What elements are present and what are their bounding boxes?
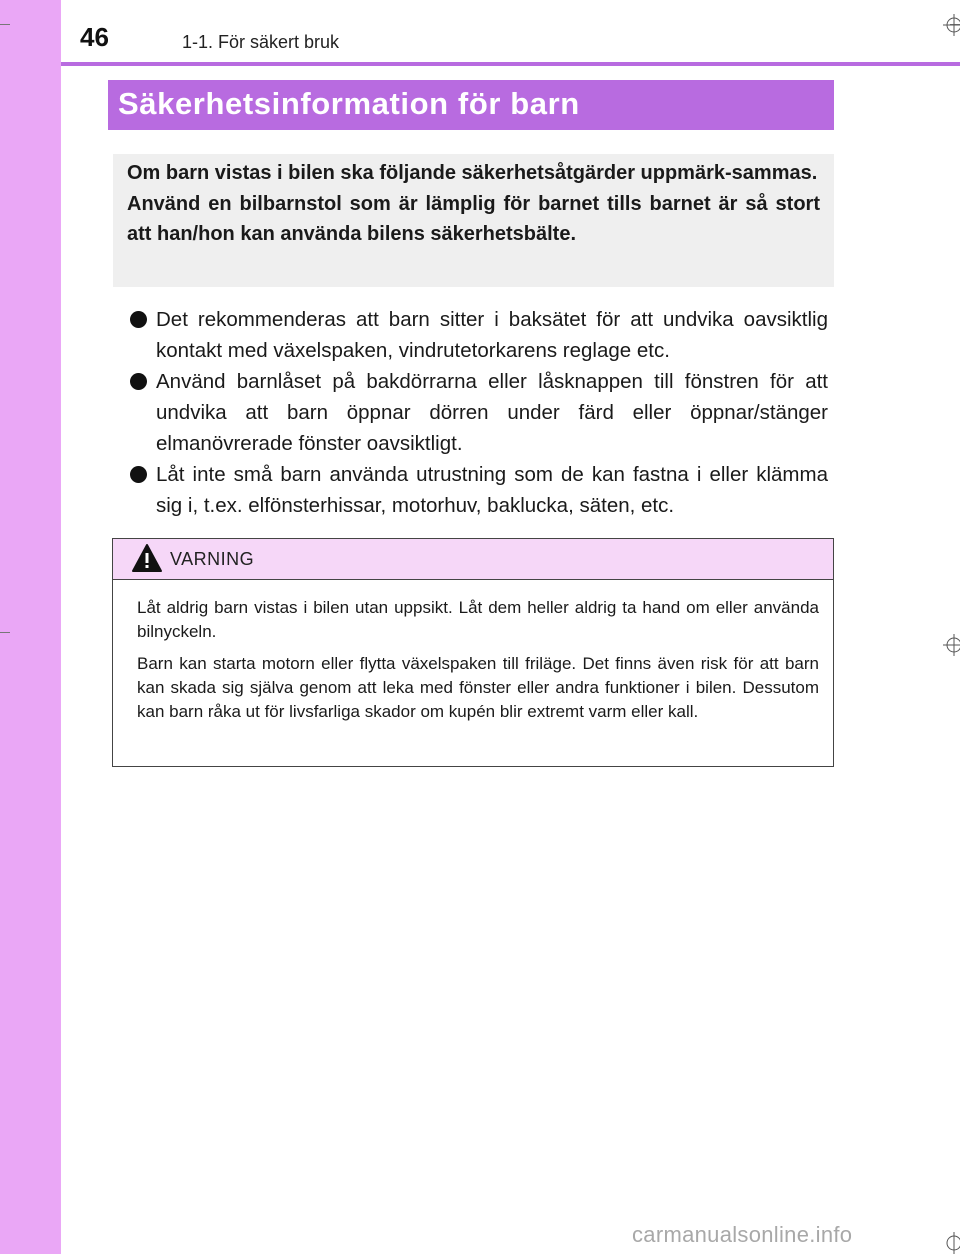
registration-mark-icon	[943, 634, 960, 656]
crop-mark	[0, 24, 10, 25]
list-item-text: Använd barnlåset på bakdörrarna eller låsknappen till fönstren för att undvika att barn öppnar dörren under färd eller öppnar/stänger elmanövrerade fönster oavsiktligt.	[156, 370, 828, 455]
warning-body	[113, 580, 833, 724]
list-item-text: Det rekommenderas att barn sitter i baksätet för att undvika oavsiktlig kontakt med växelspaken, vindrutetorkarens reglage etc.	[156, 308, 828, 362]
list-item-text: Låt inte små barn använda utrustning som de kan fastna i eller klämma sig i, t.ex. elfönsterhissar, motorhuv, baklucka, säten, etc.	[156, 463, 828, 517]
warning-header	[113, 539, 833, 580]
warning-label: VARNING	[170, 549, 255, 569]
intro-box	[113, 154, 834, 287]
section-title: Säkerhetsinformation för barn	[108, 80, 834, 130]
bullet-icon	[130, 373, 147, 390]
crop-mark	[0, 632, 10, 633]
warning-triangle-icon	[131, 543, 163, 573]
list-item	[130, 304, 828, 366]
warning-box	[112, 538, 834, 767]
bullet-icon	[130, 466, 147, 483]
bullet-icon	[130, 311, 147, 328]
chapter-title: 1-1. För säkert bruk	[182, 32, 340, 52]
intro-paragraph: Om barn vistas i bilen ska följande säkerhetsåtgärder uppmärk-sammas.	[127, 162, 818, 184]
intro-paragraph: Använd en bilbarnstol som är lämplig för barnet tills barnet är så stort att han/hon kan använda bilens säkerhetsbälte.	[127, 192, 820, 245]
registration-mark-icon	[943, 14, 960, 36]
side-margin-band	[0, 0, 61, 1254]
header-rule	[61, 62, 960, 66]
watermark: carmanualsonline.info	[632, 1222, 853, 1247]
warning-paragraph: Låt aldrig barn vistas i bilen utan uppsikt. Låt dem heller aldrig ta hand om eller använda bilnyckeln.	[137, 598, 819, 641]
page-number: 46	[80, 22, 109, 52]
registration-mark-icon	[943, 1232, 960, 1254]
warning-paragraph: Barn kan starta motorn eller flytta växelspaken till friläge. Det finns även risk för att barn kan skada sig själva genom att leka med fönster eller andra funktioner i bilen. Dessutom kan barn råka ut för livsfarliga skador om kupén blir extremt varm eller kall.	[137, 654, 819, 721]
bullet-list	[130, 304, 828, 521]
list-item	[130, 459, 828, 521]
list-item	[130, 366, 828, 459]
